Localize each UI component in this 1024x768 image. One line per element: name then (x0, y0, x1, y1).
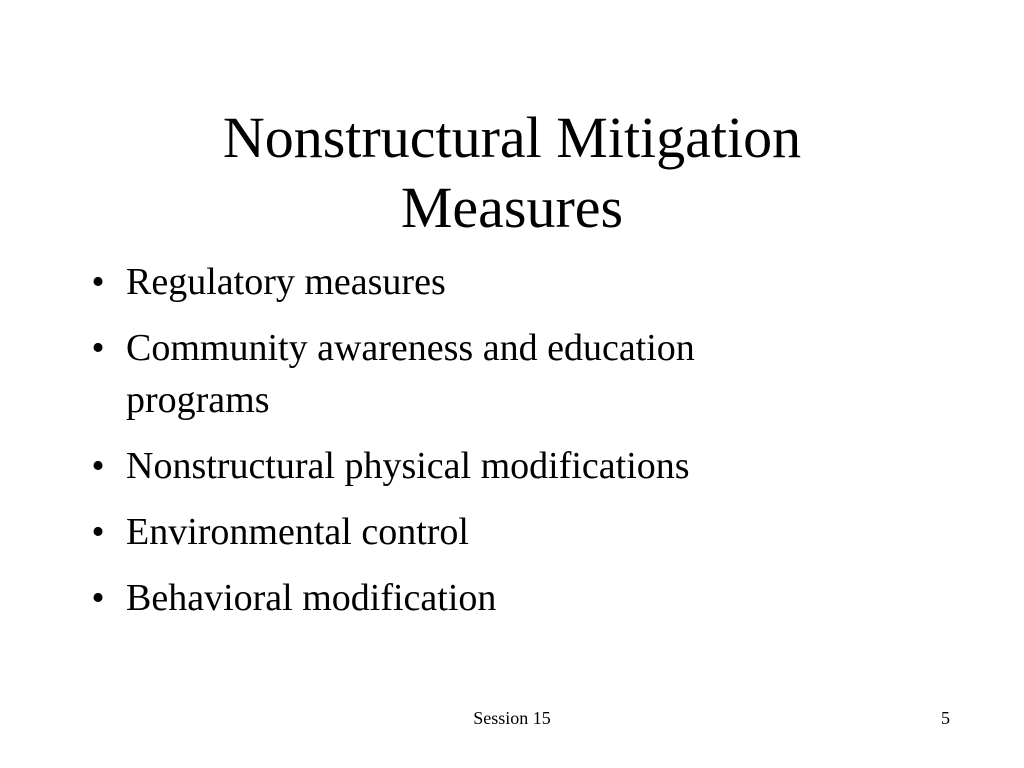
bullet-item (86, 506, 846, 558)
bullet-item (86, 440, 846, 492)
bullet-text: Community awareness and education programs (126, 327, 695, 421)
bullet-item (86, 572, 846, 624)
slide-title-line-2: Measures (400, 174, 624, 240)
slide-title (0, 103, 1024, 243)
bullet-item (86, 256, 846, 308)
bullet-text: Nonstructural physical modifications (126, 445, 690, 487)
bullet-dot-icon: • (91, 577, 105, 619)
footer-session-label: Session 15 (473, 708, 551, 728)
bullet-text: Regulatory measures (126, 261, 446, 303)
bullet-dot-icon: • (91, 511, 105, 553)
bullet-dot-icon: • (91, 445, 105, 487)
slide-title-line-1: Nonstructural Mitigation (222, 104, 802, 170)
bullet-text: Behavioral modification (126, 577, 497, 619)
page-number: 5 (941, 708, 950, 728)
bullet-dot-icon: • (91, 261, 105, 303)
bullet-dot-icon: • (91, 327, 105, 369)
bullet-item (86, 322, 846, 426)
bullet-list (86, 256, 846, 638)
bullet-text: Environmental control (126, 511, 469, 553)
